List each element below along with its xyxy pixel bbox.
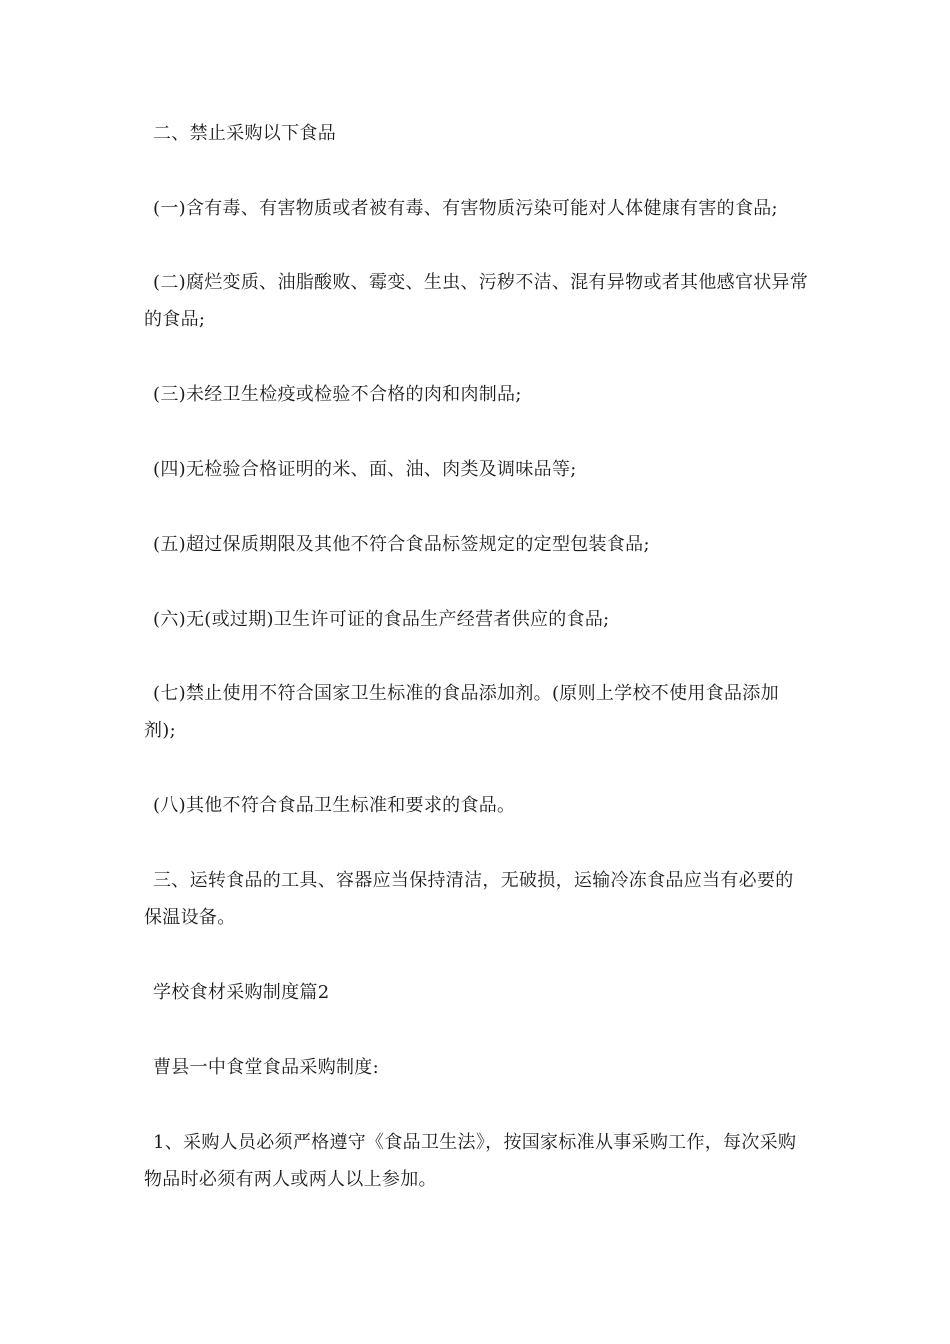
list-item-5: (五)超过保质期限及其他不符合食品标签规定的定型包装食品;: [153, 534, 650, 555]
rule-item-1: 1、采购人员必须严格遵守《食品卫生法》，按国家标准从事采购工作，每次采购物品时必须有两人或两人以上参加。: [144, 1132, 797, 1190]
article-title: 学校食材采购制度篇2: [153, 982, 330, 1003]
list-item-6: (六)无(或过期)卫生许可证的食品生产经营者供应的食品;: [153, 609, 610, 630]
list-item-4: (四)无检验合格证明的米、面、油、肉类及调味品等;: [153, 459, 577, 480]
list-item-3: (三)未经卫生检疫或检验不合格的肉和肉制品;: [153, 384, 522, 405]
list-item-7: (七)禁止使用不符合国家卫生标准的食品添加剂。(原则上学校不使用食品添加剂);: [144, 683, 779, 741]
list-item-2: (二)腐烂变质、油脂酸败、霉变、生虫、污秽不洁、混有异物或者其他感官状异常的食品;: [144, 272, 809, 330]
subtitle: 曹县一中食堂食品采购制度:: [153, 1057, 379, 1078]
section-heading-3: 三、运转食品的工具、容器应当保持清洁，无破损，运输冷冻食品应当有必要的保温设备。: [144, 870, 794, 928]
list-item-8: (八)其他不符合食品卫生标准和要求的食品。: [153, 795, 516, 816]
section-heading-2: 二、禁止采购以下食品: [153, 123, 336, 144]
list-item-1: (一)含有毒、有害物质或者被有毒、有害物质污染可能对人体健康有害的食品;: [153, 198, 778, 219]
